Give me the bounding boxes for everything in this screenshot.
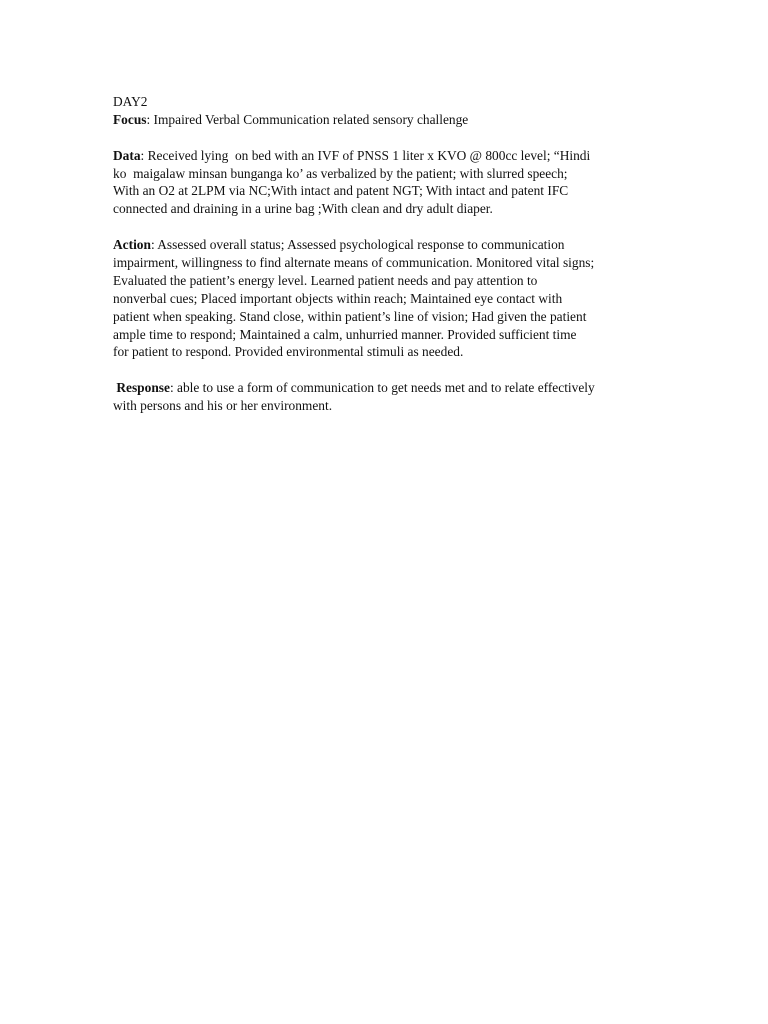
response-section <box>113 379 673 415</box>
action-text: : Assessed overall status; Assessed psychological response to communication <box>150 237 565 253</box>
action-line-6: ample time to respond; Maintained a calm, unhurried manner. Provided sufficient time <box>113 326 577 342</box>
data-text: : Received lying on bed with an IVF of PNSS 1 liter x KVO @ 800cc level; “Hindi <box>140 147 591 163</box>
action-line-7: for patient to respond. Provided environmental stimuli as needed. <box>113 344 464 360</box>
action-line-3: Evaluated the patient’s energy level. Learned patient needs and pay attention to <box>113 272 538 288</box>
response-line-2: with persons and his or her environment. <box>113 398 333 414</box>
action-section <box>113 236 673 361</box>
data-line-4: connected and draining in a urine bag ;With clean and dry adult diaper. <box>113 201 493 217</box>
response-line-1 <box>113 379 673 397</box>
action-label: Action <box>113 237 151 253</box>
response-label: Response <box>116 380 170 396</box>
document-title: DAY2 <box>113 94 148 109</box>
data-line-3: With an O2 at 2LPM via NC;With intact and patent NGT; With intact and patent IFC <box>113 183 569 199</box>
response-text: : able to use a form of communication to get needs met and to relate effectively <box>169 380 595 396</box>
document-page <box>113 93 673 415</box>
data-label: Data <box>113 147 141 163</box>
action-line-5: patient when speaking. Stand close, within patient’s line of vision; Had given the patient <box>113 308 587 324</box>
focus-text: : Impaired Verbal Communication related sensory challenge <box>146 111 469 127</box>
spacer <box>113 218 673 236</box>
data-line-1 <box>113 147 673 165</box>
data-section <box>113 147 673 219</box>
action-line-4: nonverbal cues; Placed important objects within reach; Maintained eye contact with <box>113 290 563 306</box>
spacer <box>113 129 673 147</box>
focus-label: Focus <box>113 111 147 127</box>
spacer <box>113 361 673 379</box>
action-line-1 <box>113 236 673 254</box>
focus-line <box>113 111 673 129</box>
action-line-2: impairment, willingness to find alternate means of communication. Monitored vital signs; <box>113 255 595 271</box>
data-line-2: ko maigalaw minsan bunganga ko’ as verbalized by the patient; with slurred speech; <box>113 165 568 181</box>
